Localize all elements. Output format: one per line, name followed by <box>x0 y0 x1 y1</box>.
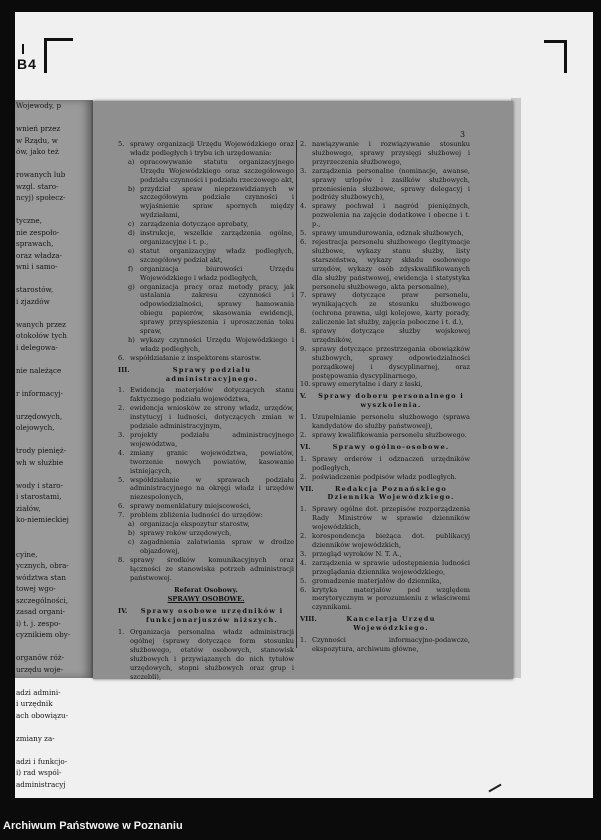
item-text: Sprawy orderów i odznaczeń urzędników podległych, <box>312 454 470 472</box>
item-number: 1. <box>300 413 307 422</box>
section-number: VIII. <box>300 615 317 624</box>
item-text: zagadnienia załatwiania spraw w drodze objazdowej, <box>140 537 294 555</box>
item-text: sprawy środków komunikacyjnych oraz łączności ze stanowiska potrzeb administracji państwowej. <box>130 555 294 582</box>
list-item <box>118 431 294 449</box>
item-number: f) <box>128 264 134 273</box>
section-heading-text: Sprawy ogólno-osobowe. <box>332 442 450 451</box>
item-text: problem zbliżenia ludności do urzędów: <box>130 511 263 520</box>
item-number: g) <box>128 282 135 291</box>
fragment-line: urzędu woje- <box>16 664 64 674</box>
fragment-line: zasad organi- <box>16 607 65 616</box>
fragment-line <box>15 721 93 733</box>
item-text: zarządzenia dotyczące aprobaty, <box>140 220 249 229</box>
item-number: 4. <box>300 202 307 211</box>
item-text: współdziałanie z inspektorem starostw. <box>130 353 262 362</box>
item-number: 8. <box>300 327 307 336</box>
section-number: V. <box>300 392 307 401</box>
sub-list-item <box>118 229 294 247</box>
item-text: sprawy dotyczące praw personelu, wynikających ze stosunku służbowego (ochrona prawna, ulgi kolejowe, karty porady, zaliczenie lat służby, zajęcia poboczne i t. d.), <box>312 291 470 327</box>
fragment-line: i) rad wspól- <box>16 768 62 777</box>
fragment-line <box>15 273 93 285</box>
item-text: gromadzenie materjałów do dziennika, <box>312 576 442 585</box>
item-text: sprawy emerytalne i dary z łaski, <box>312 380 423 389</box>
item-text: sprawy pochwał i nagród pieniężnych, pozwolenia na zajęcie dodatkowe i obecne i t. p., <box>312 202 470 229</box>
film-frame-label: B4 <box>17 56 37 72</box>
fragment-line <box>15 204 93 216</box>
fragment-line <box>15 353 93 365</box>
section-heading <box>300 443 470 452</box>
item-text: krytyka materjałów pod względem merytorycznym w porozumieniu z właściwemi czynnikami. <box>312 585 470 612</box>
fragment-line: otokołów tych <box>16 331 67 340</box>
item-text: poświadczenie podpisów władz podległych. <box>312 472 457 481</box>
fragment-line: olejowych, <box>16 423 55 432</box>
sub-list-item <box>118 185 294 221</box>
item-number: 1. <box>300 636 307 645</box>
item-text: Ewidencja materjałów dotyczących stanu faktycznego podziału województwa, <box>130 386 294 404</box>
fragment-line: ziałów, <box>16 503 41 513</box>
section-number: IV. <box>118 607 128 616</box>
fragment-line: wnień przez <box>16 124 61 133</box>
sub-list-item <box>118 520 294 529</box>
sub-list-item <box>118 336 294 354</box>
item-text: nawiązywanie i rozwiązywanie stosunku służbowego, sprawy przysięgi służbowej i przyrzeczenia służbowego, <box>312 140 470 166</box>
fragment-line: wh w służbie <box>16 457 64 467</box>
section-heading-text: Sprawy podziału administracyjnego. <box>165 365 259 383</box>
adjacent-page-fragment <box>15 100 93 789</box>
list-item <box>118 556 294 583</box>
sub-list-item <box>118 265 294 283</box>
list-item <box>300 229 470 238</box>
item-text: sprawy umundurowania, odznak służbowych, <box>312 229 464 238</box>
item-number: 2. <box>300 431 307 439</box>
list-item <box>300 559 470 577</box>
item-number: c) <box>128 220 135 229</box>
item-number: 7. <box>118 511 125 520</box>
fragment-line <box>15 376 93 388</box>
referat-subtitle: SPRAWY OSOBOWE. <box>167 595 245 604</box>
item-number: 1. <box>300 454 307 463</box>
fragment-line <box>15 468 93 480</box>
item-number: b) <box>128 184 135 193</box>
fragment-line: zmiany za- <box>16 733 55 743</box>
item-number: 7. <box>300 291 307 300</box>
fragment-line: r informacyj- <box>16 388 63 398</box>
fragment-line <box>15 526 93 538</box>
section-number: VII. <box>300 484 314 493</box>
section-heading <box>300 392 470 410</box>
item-text: organizacja biurowości Urzędu Wojewódzkiego i władz podległych, <box>140 264 294 282</box>
item-number: 9. <box>300 344 307 353</box>
right-text-column <box>300 140 470 654</box>
list-item <box>300 431 470 440</box>
fragment-line: towej wgo- <box>16 584 56 593</box>
fragment-line: wanych przez <box>16 319 66 329</box>
item-number: 1. <box>118 628 125 637</box>
fragment-line: oraz władza- <box>16 250 62 260</box>
item-number: 8. <box>118 555 125 564</box>
list-item <box>300 140 470 167</box>
item-text: przydział spraw nieprzewidzianych w szczegółowym podziale czynności i wyjaśnienie spraw spornych między wydziałami, <box>140 184 294 220</box>
item-text: sprawy organizacji Urzędu Wojewódzkiego oraz władz podległych i trybu ich urzędowania: <box>130 140 294 157</box>
column-divider <box>296 140 297 648</box>
crop-mark-top-right <box>544 40 567 73</box>
item-text: przegląd wyroków N. T. A., <box>312 549 402 558</box>
fragment-line <box>15 675 93 687</box>
item-text: zarządzenia personalne (nominacje, awanse, sprawy urlopów i zasiłków służbowych, przeniesienia służbowe, sprawy delegacyj i podróży służbowych), <box>312 166 470 202</box>
item-text: sprawy roków urzędowych, <box>140 528 232 537</box>
list-item <box>300 167 470 203</box>
fragment-line: nie należące <box>16 365 62 375</box>
fragment-line: ncyj) społecz- <box>16 193 66 202</box>
list-item <box>118 476 294 503</box>
item-text: Organizacja personalna władz administracji ogólnej (sprawy dotyczące form stosunku służbowego, etatów osobowych, stanowisk służbowych i przywiązanych do nich tytułów urzędowych, stopni służbowych oraz grup i szczebli), <box>130 628 294 681</box>
item-number: 5. <box>300 576 307 585</box>
section-heading-text: Redakcja Poznańskiego Dziennika Wojewódzkiego. <box>327 484 455 502</box>
left-text-column <box>118 140 294 681</box>
section-heading-text: Kancelarja Urzędu Wojewódzkiego. <box>346 615 436 633</box>
fragment-line: szczególności, <box>16 595 69 605</box>
fragment-line: trody pienięż- <box>16 446 67 455</box>
item-text: projekty podziału administracyjnego województwa, <box>130 431 294 448</box>
item-number: e) <box>128 246 135 255</box>
archive-stamp: Archiwum Państwowe w Poznaniu <box>3 820 183 832</box>
fragment-line: i delegowa- <box>16 342 58 352</box>
item-text: zmiany granic województwa, powiatów, tworzenie nowych powiatów, kasowanie istniejących, <box>130 448 294 475</box>
item-text: sprawy nomenklatury miejscowości, <box>130 502 251 511</box>
list-item <box>300 202 470 229</box>
list-item <box>300 636 470 654</box>
item-number: 2. <box>118 404 125 413</box>
section-heading <box>300 615 470 633</box>
sub-list-item <box>118 538 294 556</box>
sub-list-item <box>118 529 294 538</box>
fragment-line <box>15 434 93 446</box>
referat-title: Referat Osobowy. <box>174 586 238 595</box>
crop-mark-top-left <box>44 38 73 73</box>
fragment-line: i starostami, <box>16 492 62 501</box>
item-text: sprawy kwalifikowania personelu służbowego. <box>312 431 467 439</box>
item-number: c) <box>128 537 135 546</box>
section-number: VI. <box>300 442 311 451</box>
fragment-line: wództwa stan <box>16 572 66 582</box>
list-item <box>300 550 470 559</box>
item-text: ewidencja wniosków ze strony władz, urzędów, instytucyj i ludności, dotyczących zmian w podziale administracyjnym, <box>130 404 294 431</box>
list-item <box>300 413 470 431</box>
item-text: sprawy dotyczące przestrzegania obowiązków służbowych, sprawy odpowiedzialności porządkowej i dyscyplinarnej, oraz postępowania dyscyplinarnego, <box>312 344 470 380</box>
sub-list-item <box>118 283 294 336</box>
item-number: b) <box>128 528 135 537</box>
fragment-line: administracyj <box>16 779 66 789</box>
list-item <box>118 140 294 158</box>
item-text: organizacja ekspozytur starostw, <box>140 520 250 529</box>
item-number: 1. <box>118 386 125 395</box>
fragment-line: ów, jako też <box>16 147 59 156</box>
list-item <box>118 511 294 520</box>
item-number: 4. <box>300 558 307 567</box>
item-number: 10. <box>300 380 311 389</box>
section-heading <box>118 607 294 625</box>
sub-list-item <box>118 247 294 265</box>
list-item <box>300 327 470 345</box>
item-number: 5. <box>118 475 125 484</box>
fragment-line <box>15 537 93 549</box>
item-number: 4. <box>118 448 125 457</box>
item-number: 5. <box>118 140 125 148</box>
fragment-line <box>15 307 93 319</box>
item-number: d) <box>128 229 135 238</box>
fragment-line: i) t. j. zespo- <box>16 618 61 628</box>
list-item <box>300 238 470 291</box>
item-text: opracowywanie statutu organizacyjnego Urzędu Wojewódzkiego oraz szczegółowego podziału czynności i podziału rzeczowego akt, <box>140 157 294 184</box>
fragment-line: urzędowych, <box>16 411 63 421</box>
fragment-line: nie zespoło- <box>16 227 60 237</box>
item-number: 3. <box>300 549 307 558</box>
item-number: 5. <box>300 229 307 238</box>
fragment-line <box>15 641 93 653</box>
fragment-line: ach obowiązu- <box>16 710 69 720</box>
item-text: zarządzenia w sprawie udostępnienia ludności przeglądania dziennika wojewódzkiego, <box>312 558 470 576</box>
fragment-line: i zjazdów <box>16 296 50 306</box>
list-item <box>118 502 294 511</box>
item-number: 6. <box>118 353 125 362</box>
list-item <box>300 455 470 473</box>
section-heading-text: Sprawy osobowe urzędników i funkcjonarjuszów niższych. <box>140 607 284 625</box>
list-item <box>300 345 470 381</box>
sub-list-item <box>118 158 294 185</box>
film-tick-mark <box>22 44 24 54</box>
fragment-line <box>15 744 93 756</box>
item-text: instrukcje, wszelkie zarządzenia ogólne, organizacyjne i t. p., <box>140 229 294 246</box>
fragment-line: adzi i funkcjo- <box>16 756 68 766</box>
item-number: 6. <box>300 585 307 594</box>
fragment-line: w Rządu, w <box>16 135 58 145</box>
item-text: rejestracja personelu służbowego (legitymacje służbowe, wykazy stanu służby, listy starszeństwa, wykazy składu osobowego urzędów, wykazy osób zdyskwalifikowanych dla służby państwowej, ewidencja i statystyka personelu służbowego, akta personalne), <box>312 237 470 291</box>
fragment-line <box>15 112 93 124</box>
item-number: 2. <box>300 532 307 541</box>
item-number: 6. <box>118 502 125 511</box>
list-item <box>300 532 470 550</box>
item-number: 3. <box>118 431 125 439</box>
item-text: współdziałanie w sprawach podziału administracyjnego na okręgi władz i urzędów niezespolonych, <box>130 475 294 502</box>
fragment-line: Wojewody, p <box>16 101 62 110</box>
section-heading-text: Sprawy doboru personalnego i wyszkolenia. <box>318 392 464 410</box>
fragment-line: starostów, <box>16 285 54 294</box>
list-item <box>300 291 470 327</box>
section-number: III. <box>118 365 130 374</box>
fragment-line: i urzędnik <box>16 699 53 708</box>
fragment-line: wni i samo- <box>16 262 58 271</box>
list-item <box>118 354 294 363</box>
list-item <box>300 577 470 586</box>
fragment-line: wody i staro- <box>16 480 64 490</box>
fragment-line <box>15 399 93 411</box>
fragment-line: ycznych, obra- <box>16 561 69 570</box>
fragment-line: wzgl. staro- <box>16 181 59 191</box>
section-heading <box>118 366 294 384</box>
item-text: sprawy dotyczące służby wojskowej urzędników, <box>312 327 470 344</box>
list-item <box>118 628 294 681</box>
list-item <box>300 473 470 482</box>
item-number: 2. <box>300 472 307 481</box>
item-number: 1. <box>300 505 307 514</box>
section-heading <box>300 485 470 503</box>
item-text: wykazy czynności Urzędu Wojewódzkiego i władz podległych, <box>140 335 294 353</box>
list-item <box>118 449 294 476</box>
fragment-line: sprawach, <box>16 239 54 248</box>
item-text: statut organizacyjny władz podległych, szczegółowy podział akt, <box>140 246 294 264</box>
item-number: a) <box>128 157 135 166</box>
fragment-line: tyczne, <box>16 216 42 225</box>
list-item <box>300 380 470 389</box>
list-item <box>300 586 470 613</box>
page-number: 3 <box>460 130 466 139</box>
sub-list-item <box>118 220 294 229</box>
list-item <box>118 404 294 431</box>
item-text: Czynności informacyjno-podawcze, ekspozytura, archiwum główne, <box>312 636 470 653</box>
item-number: h) <box>128 335 135 344</box>
item-text: Uzupełnianie personelu służbowego (sprawa kandydatów do służby państwowej), <box>312 413 470 431</box>
item-text: Sprawy ogólne dot. przepisów rozporządzenia Rady Ministrów w sprawie dzienników wojewódzkich, <box>312 505 470 532</box>
item-number: 3. <box>300 166 307 175</box>
fragment-line: rowanych lub <box>16 170 66 179</box>
list-item <box>300 505 470 532</box>
item-number: a) <box>128 520 135 529</box>
fragment-line: adzi admini- <box>16 687 61 697</box>
fragment-line: ko-niemieckiej <box>16 515 69 524</box>
item-text: organizacja pracy oraz metody pracy, jak ustalania zakresu czynności i odpowiedzialności, sprawy hamowania obiegu papierów, skasowania ewidencji, sprawy przyspieszenia i uproszczenia toku spraw, <box>140 282 294 336</box>
fragment-line <box>15 158 93 170</box>
fragment-line: cyine, <box>16 549 38 559</box>
fragment-line: organów róż- <box>16 653 65 662</box>
fragment-line: cyznikiem oby- <box>16 630 71 639</box>
item-number: 2. <box>300 140 307 148</box>
item-text: korespondencja bieżąca dot. publikacyj dzienników wojewódzkich, <box>312 532 470 549</box>
list-item <box>118 386 294 404</box>
item-number: 6. <box>300 237 307 246</box>
